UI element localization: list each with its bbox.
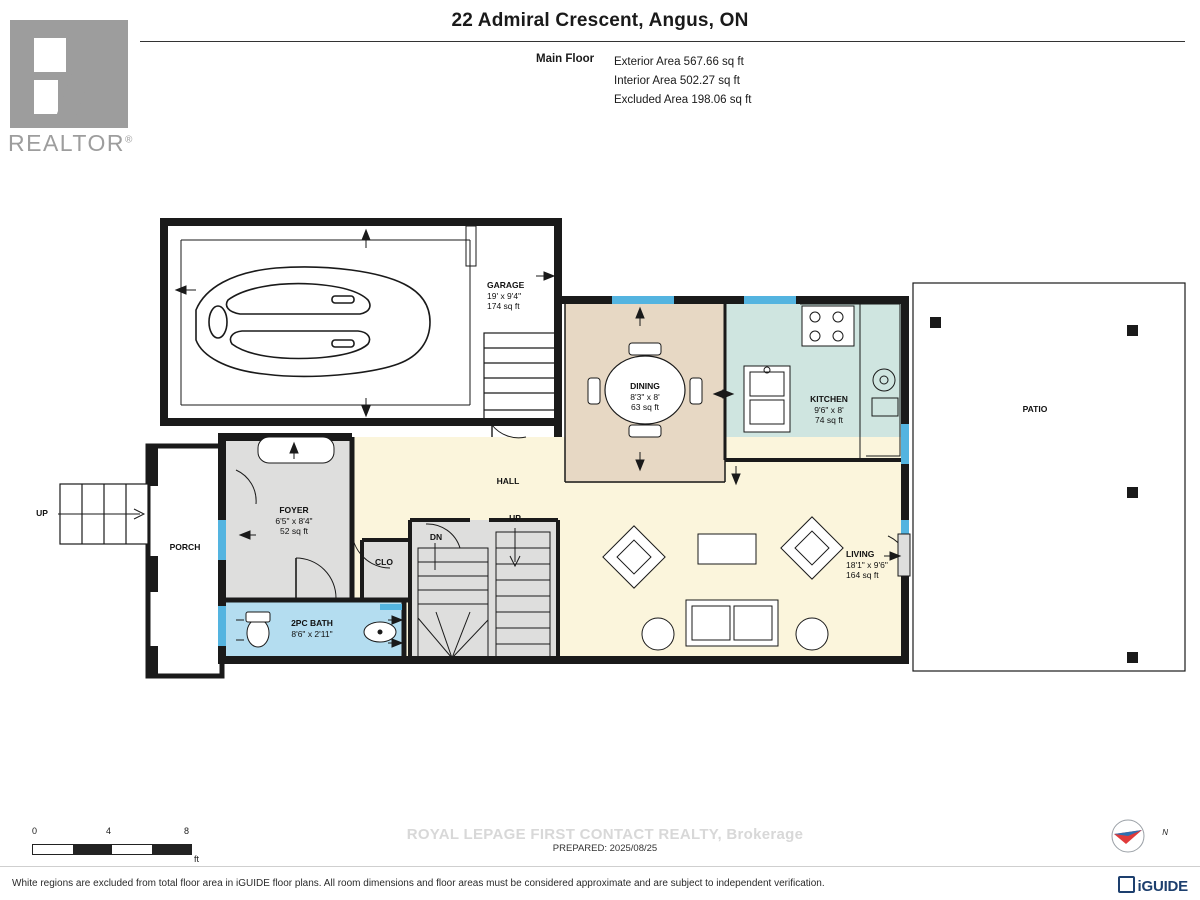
room-label-foyer: FOYER 6'5" x 8'4" 52 sq ft — [275, 505, 313, 536]
scale-tick-4: 4 — [106, 826, 112, 836]
interior-area: Interior Area 502.27 sq ft — [614, 75, 740, 87]
footer-disclaimer: White regions are excluded from total floor area in iGUIDE floor plans. All room dimensions and floor areas must be considered approximate and are subject to independent verification. — [12, 878, 825, 889]
page-title: 22 Admiral Crescent, Angus, ON — [451, 10, 749, 31]
prepared-date: PREPARED: 2025/08/25 — [552, 843, 658, 854]
stair-label-up: UP — [509, 513, 521, 523]
iguide-logo: iGUIDE — [1118, 874, 1188, 895]
brokerage-watermark: ROYAL LEPAGE FIRST CONTACT REALTY, Brokerage — [406, 826, 804, 843]
stair-label-up-exterior: UP — [36, 508, 48, 518]
stair-label-dn: DN — [429, 532, 443, 542]
exterior-area: Exterior Area 567.66 sq ft — [614, 56, 744, 68]
room-label-living: LIVING 18'1" x 9'6" 164 sq ft — [846, 549, 888, 580]
room-label-dining: DINING 8'3" x 8' 63 sq ft — [630, 381, 660, 412]
scale-bar-segments — [32, 844, 192, 855]
room-label-closet: CLO — [375, 557, 393, 567]
scale-tick-8: 8 — [184, 826, 190, 836]
iguide-mark — [1118, 876, 1135, 893]
realtor-wordmark: REALTOR® — [8, 130, 134, 156]
room-label-hall: HALL — [496, 476, 520, 486]
floor-label: Main Floor — [536, 53, 595, 65]
compass-north-label: N — [1162, 828, 1168, 837]
scale-bar — [32, 826, 212, 868]
room-label-patio: PATIO — [1022, 404, 1048, 414]
scale-unit: ft — [194, 854, 200, 864]
compass-rose — [1106, 818, 1168, 854]
room-label-2pc-bath: 2PC BATH 8'6" x 2'11" — [291, 618, 333, 639]
room-label-kitchen: KITCHEN 9'6" x 8' 74 sq ft — [810, 394, 848, 425]
room-label-porch: PORCH — [169, 542, 201, 552]
room-label-garage: GARAGE 19' x 9'4" 174 sq ft — [487, 280, 525, 311]
scale-tick-0: 0 — [32, 826, 38, 836]
excluded-area: Excluded Area 198.06 sq ft — [614, 94, 752, 106]
